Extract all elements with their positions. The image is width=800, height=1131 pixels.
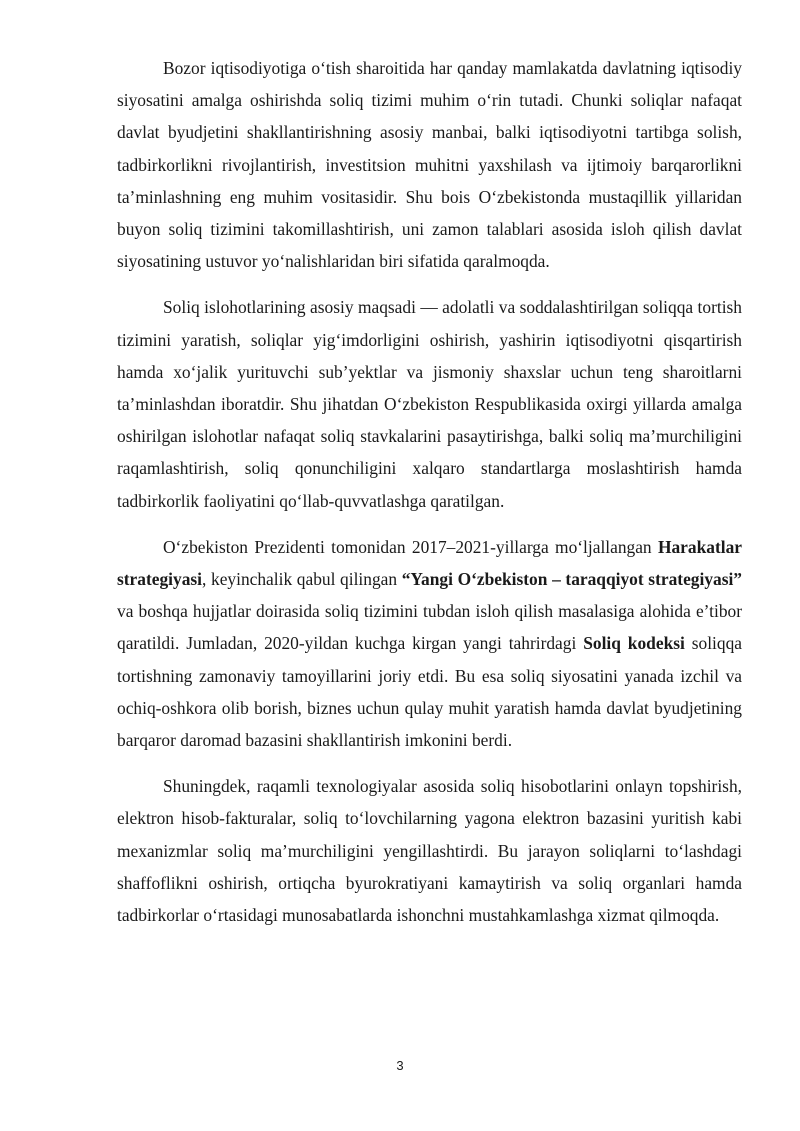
yangi-uzbekiston-strategiyasi-bold: “Yangi Oʻzbekiston – taraqqiyot strategiyasi”	[401, 569, 742, 590]
page-number: 3	[396, 1058, 404, 1073]
harakatlar-strategiyasi-bold: Harakatlar strategiyasi	[117, 536, 742, 590]
paragraph-3-text-4: soliqqa tortishning zamonaviy tamoyillarini joriy etdi. Bu esa soliq siyosatini yanada izchil va ochiq-oshkora olib borish, biznes uchun qulay muhit yaratish hamda davlat byudjetining barqaror daromad bazasini shakllantirish imkonini berdi.	[117, 633, 742, 751]
paragraph-3-text-2: , keyinchalik qabul qilingan	[202, 569, 402, 590]
soliq-kodeksi-bold: Soliq kodeksi	[583, 633, 685, 654]
paragraph-3	[117, 531, 742, 756]
paragraph-3-text-3: va boshqa hujjatlar doirasida soliq tizimini tubdan isloh qilish masalasiga alohida e’tibor qaratildi. Jumladan, 2020-yildan kuchga kirgan yangi tahrirdagi	[117, 601, 742, 654]
paragraph-1: Bozor iqtisodiyotiga oʻtish sharoitida har qanday mamlakatda davlatning iqtisodiy siyosatini amalga oshirishda soliq tizimi muhim oʻrin tutadi. Chunki soliqlar nafaqat davlat byudjetini shakllantirishning asosiy manbai, balki iqtisodiyotni tartibga solish, tadbirkorlikni rivojlantirish, investitsion muhitni yaxshilash va ijtimoiy barqarorlikni ta’minlashning eng muhim vositasidir. Shu bois Oʻzbekistonda mustaqillik yillaridan buyon soliq tizimini takomillashtirish, uni zamon talablari asosida isloh qilish davlat siyosatining ustuvor yoʻnalishlaridan biri sifatida qaralmoqda.	[117, 58, 742, 272]
paragraph-3-text-1: Oʻzbekiston Prezidenti tomonidan 2017–2021-yillarga moʻljallangan	[163, 536, 658, 557]
document-body	[117, 52, 742, 931]
paragraph-2: Soliq islohotlarining asosiy maqsadi — adolatli va soddalashtirilgan soliqqa tortish tizimini yaratish, soliqlar yigʻimdorligini oshirish, yashirin iqtisodiyotni qisqartirish hamda xoʻjalik yurituvchi sub’yektlar va jismoniy shaxslar uchun teng sharoitlarni ta’minlashdan iboratdir. Shu jihatdan Oʻzbekiston Respublikasida oxirgi yillarda amalga oshirilgan islohotlar nafaqat soliq stavkalarini pasaytirishga, balki soliq ma’murchiligini raqamlashtirish, soliq qonunchiligini xalqaro standartlarga moslashtirish hamda tadbirkorlik faoliyatini qoʻllab-quvvatlashga qaratilgan.	[117, 297, 742, 511]
paragraph-4: Shuningdek, raqamli texnologiyalar asosida soliq hisobotlarini onlayn topshirish, elektron hisob-fakturalar, soliq toʻlovchilarning yagona elektron bazasini yuritish kabi mexanizmlar soliq ma’murchiligini yengillashtirdi. Bu jarayon soliqlarni toʻlashdagi shaffoflikni oshirish, ortiqcha byurokratiyani kamaytirish va soliq organlari hamda tadbirkorlar oʻrtasidagi munosabatlarda ishonchni mustahkamlashga xizmat qilmoqda.	[117, 776, 742, 926]
